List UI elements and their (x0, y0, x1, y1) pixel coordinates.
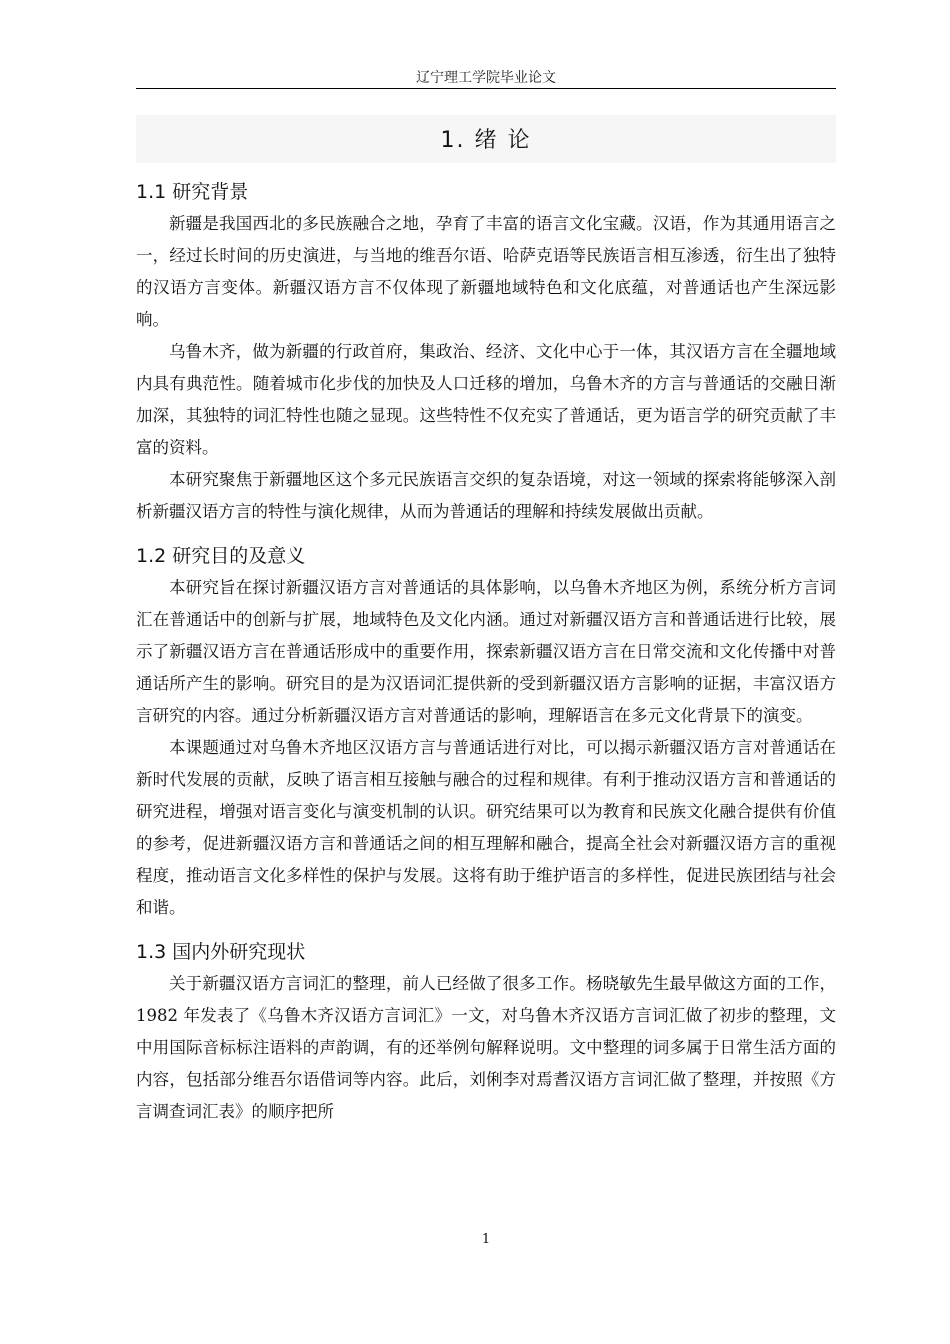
page-header (136, 70, 836, 89)
paragraph: 本研究旨在探讨新疆汉语方言对普通话的具体影响，以乌鲁木齐地区为例，系统分析方言词汇在普通话中的创新与扩展，地域特色及文化内涵。通过对新疆汉语方言和普通话进行比较，展示了新疆汉语方言在普通话形成中的重要作用，探索新疆汉语方言在日常交流和文化传播中对普通话所产生的影响。研究目的是为汉语词汇提供新的受到新疆汉语方言影响的证据，丰富汉语方言研究的内容。通过分析新疆汉语方言对普通话的影响，理解语言在多元文化背景下的演变。 (136, 578, 836, 725)
section-research-status (136, 936, 836, 1128)
paragraph: 本课题通过对乌鲁木齐地区汉语方言与普通话进行对比，可以揭示新疆汉语方言对普通话在新时代发展的贡献，反映了语言相互接触与融合的过程和规律。有利于推动汉语方言和普通话的研究进程，增强对语言变化与演变机制的认识。研究结果可以为教育和民族文化融合提供有价值的参考，促进新疆汉语方言和普通话之间的相互理解和融合，提高全社会对新疆汉语方言的重视程度，推动语言文化多样性的保护与发展。这将有助于维护语言的多样性，促进民族团结与社会和谐。 (136, 738, 836, 917)
paragraph: 新疆是我国西北的多民族融合之地，孕育了丰富的语言文化宝藏。汉语，作为其通用语言之一，经过长时间的历史演进，与当地的维吾尔语、哈萨克语等民族语言相互渗透，衍生出了独特的汉语方言变体。新疆汉语方言不仅体现了新疆地域特色和文化底蕴，对普通话也产生深远影响。 (136, 214, 836, 329)
page-number: 1 (481, 1232, 491, 1247)
section-research-purpose (136, 540, 836, 924)
header-title: 辽宁理工学院毕业论文 (416, 70, 556, 86)
section-heading: 1.3 国内外研究现状 (136, 941, 306, 963)
paragraph: 乌鲁木齐，做为新疆的行政首府，集政治、经济、文化中心于一体，其汉语方言在全疆地域内具有典范性。随着城市化步伐的加快及人口迁移的增加，乌鲁木齐的方言与普通话的交融日渐加深，其独特的词汇特性也随之显现。这些特性不仅充实了普通话，更为语言学的研究贡献了丰富的资料。 (136, 342, 836, 457)
document-body (136, 176, 836, 1128)
chapter-title: 1. 绪 论 (136, 115, 836, 163)
section-heading: 1.1 研究背景 (136, 181, 249, 203)
paragraph: 本研究聚焦于新疆地区这个多元民族语言交织的复杂语境，对这一领域的探索将能够深入剖析新疆汉语方言的特性与演化规律，从而为普通话的理解和持续发展做出贡献。 (136, 470, 836, 521)
section-research-background (136, 176, 836, 528)
section-heading: 1.2 研究目的及意义 (136, 545, 306, 567)
paragraph: 关于新疆汉语方言词汇的整理，前人已经做了很多工作。杨晓敏先生最早做这方面的工作，1982 年发表了《乌鲁木齐汉语方言词汇》一文，对乌鲁木齐汉语方言词汇做了初步的整理，文中用国际音标标注语料的声韵调，有的还举例句解释说明。文中整理的词多属于日常生活方面的内容，包括部分维吾尔语借词等内容。此后，刘俐李对焉耆汉语方言词汇做了整理，并按照《方言调查词汇表》的顺序把所 (136, 974, 836, 1121)
